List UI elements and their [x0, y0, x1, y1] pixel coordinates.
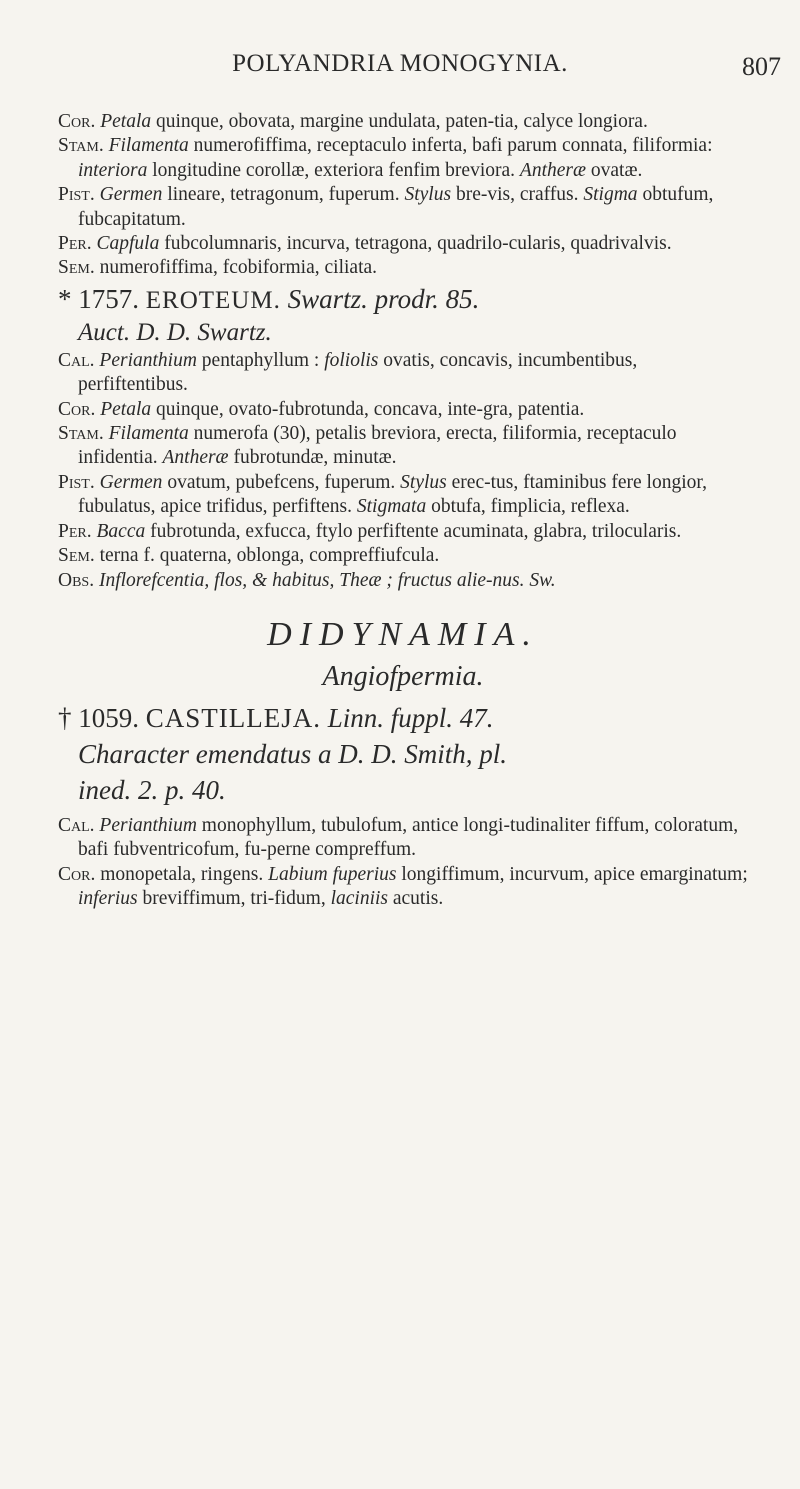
term: Stigmata [356, 496, 427, 518]
paragraph-semina [58, 256, 748, 280]
term: foliolis [324, 349, 379, 371]
genus-name: CASTILLEJA. [145, 702, 321, 733]
paragraph-pericarpium [58, 520, 748, 544]
text: breviffimum, tri-fidum, [142, 887, 326, 909]
text: numerofiffima, receptaculo inferta, bafi parum connata, filiformia: [193, 135, 713, 157]
term: Perianthium [99, 814, 197, 836]
genus-character-source: ined. 2. p. 40. [78, 774, 226, 805]
term: Germen [99, 184, 163, 206]
paragraph-pericarpium [58, 232, 748, 256]
term: Bacca [96, 520, 146, 542]
term: Filamenta [108, 423, 189, 445]
term: Antheræ [162, 447, 229, 469]
running-title: POLYANDRIA MONOGYNIA. [232, 50, 568, 77]
text: lineare, tetragonum, fuperum. [167, 184, 400, 206]
text: fubrotunda, exfucca, ftylo perfiftente acuminata, glabra, trilocularis. [150, 520, 682, 542]
page-body [58, 110, 748, 911]
term: Petala [100, 111, 152, 132]
term: Stigma [583, 184, 638, 206]
term: inferius [78, 887, 138, 909]
text: bre-vis, craffus. [455, 184, 579, 206]
genus-number: † 1059. [58, 702, 139, 733]
label-sem: Sem. [58, 257, 95, 279]
text: terna f. quaterna, oblonga, compreffiufcula. [99, 545, 440, 567]
text: obtufum, fubcapitatum. [78, 184, 714, 230]
label-cal: Cal. [58, 349, 95, 371]
term: interiora [78, 159, 148, 181]
label-obs: Obs. [58, 569, 95, 591]
label-cor: Cor. [58, 398, 96, 420]
label-per: Per. [58, 520, 92, 542]
term: Perianthium [99, 349, 197, 371]
text: pentaphyllum : [201, 349, 320, 371]
text: longitudine corollæ, exteriora fenfim breviora. [152, 159, 516, 181]
genus-reference: Linn. fuppl. 47. [327, 702, 494, 733]
genus-heading-eroteum [58, 283, 748, 349]
paragraph-stamina [58, 422, 748, 471]
text: quinque, obovata, margine undulata, paten-tia, calyce longiora. [156, 111, 648, 132]
term: Antheræ [519, 159, 586, 181]
text: ovatum, pubefcens, fuperum. [167, 471, 396, 493]
term: laciniis [330, 887, 388, 909]
text: numerofa (30), petalis breviora, erecta, filiformia, receptaculo infidentia. [78, 423, 677, 469]
text: fubrotundæ, minutæ. [233, 447, 397, 469]
label-pist: Pist. [58, 184, 95, 206]
genus-heading-castilleja [58, 700, 748, 808]
paragraph-calyx [58, 349, 748, 398]
paragraph-stamina [58, 134, 748, 183]
text: monophyllum, tubulofum, antice longi-tudinaliter fiffum, coloratum, bafi fubventricofum, fu-perne compreffum. [78, 814, 739, 861]
label-cor: Cor. [58, 111, 96, 132]
paragraph-observatio [58, 569, 748, 593]
text: acutis. [392, 887, 444, 909]
text: erec-tus, ftaminibus fere longior, fubulatus, apice trifidus, perfiftens. [78, 471, 707, 518]
order-title: Angiofpermia. [322, 661, 484, 693]
label-sem: Sem. [58, 545, 95, 567]
paragraph-pistillum [58, 471, 748, 520]
label-cal: Cal. [58, 814, 95, 836]
text: numerofiffima, fcobiformia, ciliata. [99, 257, 378, 279]
paragraph-corolla [58, 398, 748, 422]
genus-reference: Swartz. prodr. 85. [287, 283, 480, 314]
text: ovatæ. [590, 159, 643, 181]
paragraph-semina [58, 544, 748, 568]
page-number: 807 [742, 52, 781, 81]
text: obtufa, fimplicia, reflexa. [431, 496, 630, 518]
term: Stylus [400, 471, 447, 493]
text: monopetala, ringens. [100, 863, 264, 885]
genus-authority: Auct. D. D. Swartz. [78, 318, 272, 346]
genus-number: * 1757. [58, 283, 139, 314]
label-stam: Stam. [58, 423, 104, 445]
text: fubcolumnaris, incurva, tetragona, quadrilo-cularis, quadrivalvis. [164, 233, 672, 255]
paragraph-corolla [58, 110, 748, 134]
paragraph-corolla [58, 863, 748, 912]
term: Stylus [404, 184, 452, 206]
paragraph-calyx [58, 814, 748, 863]
genus-character-note: Character emendatus a D. D. Smith, pl. [78, 738, 507, 769]
term: Germen [99, 471, 163, 493]
text: ovatis, concavis, incumbentibus, perfiftentibus. [78, 349, 638, 396]
paragraph-pistillum [58, 183, 748, 232]
term: Petala [100, 398, 152, 420]
label-cor: Cor. [58, 863, 96, 885]
term: Capfula [96, 233, 160, 255]
genus-name: EROTEUM. [145, 286, 281, 314]
term: Labium fuperius [268, 863, 397, 885]
text: Inflorefcentia, flos, & habitus, Theæ ; fructus alie-nus. Sw. [98, 569, 556, 591]
class-title: DIDYNAMIA. [267, 615, 539, 653]
text: quinque, ovato-fubrotunda, concava, inte-gra, patentia. [156, 398, 585, 420]
label-per: Per. [58, 233, 92, 255]
label-stam: Stam. [58, 135, 104, 157]
text: longiffimum, incurvum, apice emarginatum; [401, 863, 748, 885]
label-pist: Pist. [58, 471, 95, 493]
term: Filamenta [108, 135, 189, 157]
